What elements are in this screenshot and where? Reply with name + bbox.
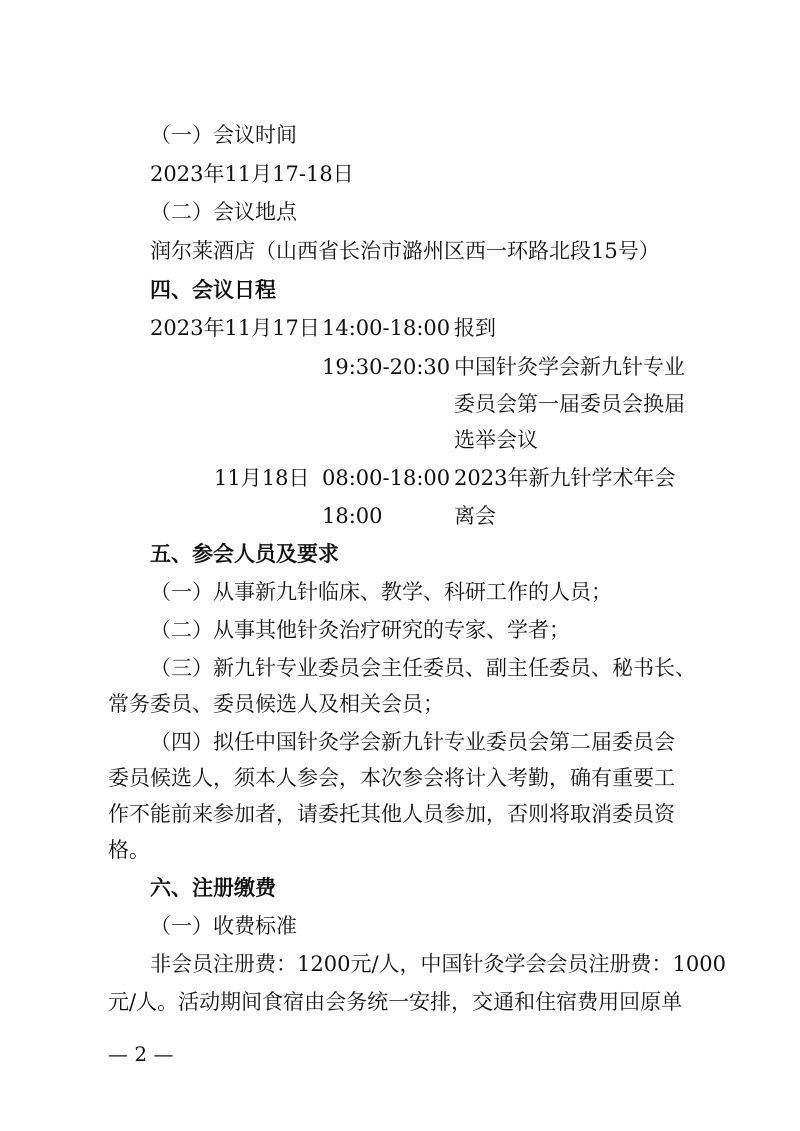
fee-paragraph: 非会员注册费：1200元/人，中国针灸学会会员注册费：1000 [150, 952, 726, 976]
fee-standard-subheading: （一）收费标准 [150, 914, 297, 938]
schedule-item: 选举会议 [454, 428, 538, 452]
meeting-time-subheading: （一）会议时间 [150, 123, 297, 147]
schedule-day: 11月18日 [214, 466, 310, 490]
attendee-paragraph: （三）新九针专业委员会主任委员、副主任委员、秘书长、 [150, 656, 696, 680]
schedule-time: 19:30-20:30 [322, 355, 451, 379]
attendee-paragraph: （一）从事新九针临床、教学、科研工作的人员； [150, 580, 612, 604]
schedule-item: 2023年新九针学术年会 [454, 466, 676, 490]
attendee-paragraph-cont: 常务委员、委员候选人及相关会员； [108, 692, 444, 716]
page-number: — 2 — [108, 1042, 174, 1066]
attendee-paragraph: （二）从事其他针灸治疗研究的专家、学者； [150, 618, 570, 642]
attendee-paragraph-cont: 格。 [108, 838, 150, 862]
meeting-location-subheading: （二）会议地点 [150, 200, 297, 224]
schedule-item: 委员会第一届委员会换届 [454, 392, 685, 416]
attendees-heading: 五、参会人员及要求 [150, 542, 339, 566]
fee-paragraph-cont: 元/人。活动期间食宿由会务统一安排，交通和住宿费用回原单 [108, 990, 683, 1014]
schedule-time: 14:00-18:00 [322, 316, 451, 340]
registration-heading: 六、注册缴费 [150, 876, 276, 900]
schedule-item: 离会 [454, 504, 496, 528]
schedule-time: 08:00-18:00 [322, 466, 451, 490]
meeting-venue: 润尔莱酒店（山西省长治市潞州区西一环路北段15号） [150, 239, 660, 263]
schedule-time: 18:00 [322, 504, 383, 528]
schedule-heading: 四、会议日程 [150, 278, 276, 302]
schedule-item: 报到 [454, 316, 496, 340]
meeting-date: 2023年11月17-18日 [150, 162, 354, 186]
schedule-day: 2023年11月17日 [150, 316, 320, 340]
attendee-paragraph-cont: 作不能前来参加者，请委托其他人员参加，否则将取消委员资 [108, 802, 675, 826]
schedule-item: 中国针灸学会新九针专业 [454, 355, 685, 379]
attendee-paragraph-cont: 委员候选人，须本人参会，本次参会将计入考勤，确有重要工 [108, 766, 675, 790]
attendee-paragraph: （四）拟任中国针灸学会新九针专业委员会第二届委员会 [150, 730, 675, 754]
